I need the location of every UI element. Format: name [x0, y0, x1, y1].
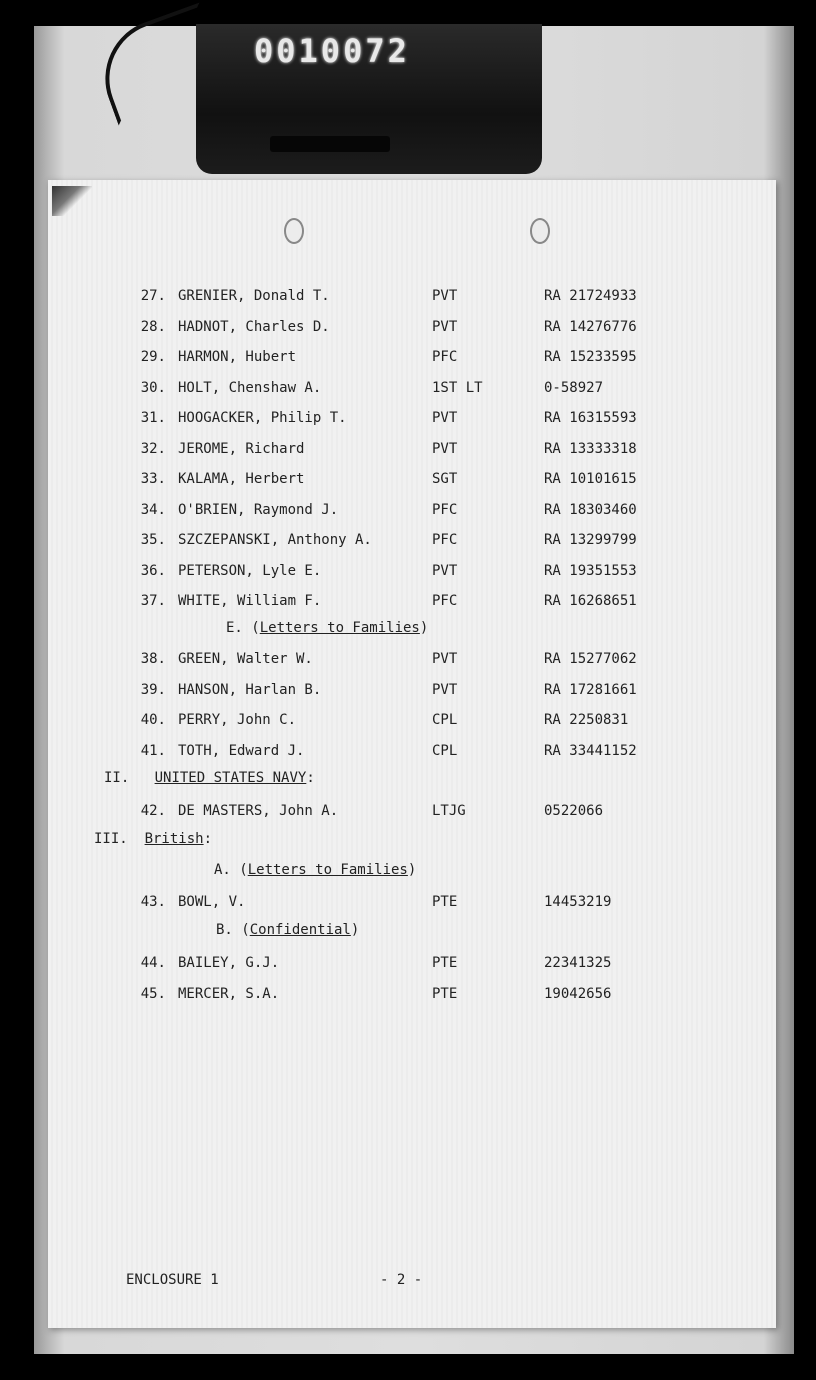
enclosure-label: ENCLOSURE 1 — [126, 1272, 219, 1288]
frame-counter-number: 0010072 — [254, 32, 410, 70]
entry-rank: PVT — [432, 410, 458, 426]
entry-rank: PVT — [432, 651, 458, 667]
entry-number: 31. — [140, 410, 166, 426]
entry-number: 32. — [140, 440, 166, 457]
section-a-heading: A. (Letters to Families) — [214, 862, 417, 878]
entry-number: 27. — [140, 288, 166, 304]
entry-number: 28. — [140, 318, 166, 335]
entry-serial: RA 15233595 — [544, 349, 637, 365]
entry-name: DE MASTERS, John A. — [178, 803, 339, 819]
entry-name: HOOGACKER, Philip T. — [178, 410, 347, 426]
entry-serial: RA 17281661 — [544, 681, 637, 698]
entry-number: 39. — [140, 681, 166, 698]
entry-rank: PFC — [432, 349, 458, 365]
section-a-title: Letters to Families — [247, 862, 408, 878]
entry-name: HADNOT, Charles D. — [178, 318, 330, 335]
entry-rank: CPL — [432, 742, 458, 759]
entry-rank: LTJG — [432, 803, 466, 819]
section-e-title: Letters to Families — [259, 620, 420, 636]
entry-name: HOLT, Chenshaw A. — [178, 379, 322, 396]
entry-name: HANSON, Harlan B. — [178, 681, 322, 698]
entry-number: 41. — [140, 742, 166, 759]
entry-name: GREEN, Walter W. — [178, 651, 313, 667]
punch-hole-right — [530, 218, 550, 244]
entry-serial: 0-58927 — [544, 379, 604, 396]
section-ii-heading: II. UNITED STATES NAVY: — [104, 770, 315, 786]
entry-rank: PFC — [432, 532, 458, 548]
entry-number: 34. — [140, 501, 166, 518]
section-iii-numeral: III. — [94, 831, 128, 847]
entry-serial: RA 2250831 — [544, 712, 629, 728]
entry-rank: PTE — [432, 985, 458, 1002]
entry-name: KALAMA, Herbert — [178, 471, 305, 487]
entry-number: 30. — [140, 379, 166, 396]
entry-serial: RA 15277062 — [544, 651, 637, 667]
section-e-heading: E. (Letters to Families) — [226, 620, 429, 636]
entry-rank: PVT — [432, 288, 458, 304]
entry-name: PETERSON, Lyle E. — [178, 562, 322, 579]
entry-rank: PVT — [432, 562, 458, 579]
entry-name: BOWL, V. — [178, 894, 246, 910]
entry-serial: RA 33441152 — [544, 742, 637, 759]
entry-rank: PFC — [432, 501, 458, 518]
entry-serial: 0522066 — [544, 803, 604, 819]
entry-rank: CPL — [432, 712, 458, 728]
entry-rank: PVT — [432, 318, 458, 335]
entry-name: SZCZEPANSKI, Anthony A. — [178, 532, 372, 548]
entry-serial: RA 21724933 — [544, 288, 637, 304]
entry-number: 43. — [140, 894, 166, 910]
entry-name: PERRY, John C. — [178, 712, 297, 728]
entry-name: O'BRIEN, Raymond J. — [178, 501, 339, 518]
punch-hole-left — [284, 218, 304, 244]
entry-serial: RA 16268651 — [544, 593, 637, 609]
entry-number: 38. — [140, 651, 166, 667]
section-ii-title: UNITED STATES NAVY — [154, 770, 307, 786]
entry-rank: PVT — [432, 440, 458, 457]
entry-number: 44. — [140, 955, 166, 971]
page-number: - 2 - — [380, 1272, 423, 1288]
entry-serial: RA 13299799 — [544, 532, 637, 548]
entry-serial: RA 19351553 — [544, 562, 637, 579]
entry-serial: RA 13333318 — [544, 440, 637, 457]
entry-rank: PFC — [432, 593, 458, 609]
entry-number: 42. — [140, 803, 166, 819]
counter-slot — [270, 136, 390, 152]
section-iii-title: British — [144, 831, 204, 847]
entry-name: WHITE, William F. — [178, 593, 322, 609]
section-b-title: Confidential — [249, 922, 351, 938]
entry-rank: SGT — [432, 471, 458, 487]
entry-rank: PTE — [432, 894, 458, 910]
entry-rank: PVT — [432, 681, 458, 698]
entry-serial: RA 16315593 — [544, 410, 637, 426]
entry-serial: RA 14276776 — [544, 318, 637, 335]
folded-corner — [52, 186, 92, 216]
entry-number: 33. — [140, 471, 166, 487]
entry-serial: RA 10101615 — [544, 471, 637, 487]
entry-serial: 19042656 — [544, 985, 612, 1002]
entry-number: 29. — [140, 349, 166, 365]
entry-number: 45. — [140, 985, 166, 1002]
entry-number: 36. — [140, 562, 166, 579]
entry-serial: 14453219 — [544, 894, 612, 910]
entry-name: HARMON, Hubert — [178, 349, 297, 365]
section-iii-heading: III. British: — [94, 831, 213, 847]
entry-rank: 1ST LT — [432, 379, 483, 396]
entry-serial: RA 18303460 — [544, 501, 637, 518]
entry-name: BAILEY, G.J. — [178, 955, 280, 971]
section-ii-numeral: II. — [104, 770, 130, 786]
entry-number: 35. — [140, 532, 166, 548]
entry-rank: PTE — [432, 955, 458, 971]
entry-name: TOTH, Edward J. — [178, 742, 305, 759]
entry-name: GRENIER, Donald T. — [178, 288, 330, 304]
entry-number: 40. — [140, 712, 166, 728]
entry-serial: 22341325 — [544, 955, 612, 971]
entry-name: JEROME, Richard — [178, 440, 305, 457]
entry-name: MERCER, S.A. — [178, 985, 280, 1002]
entry-number: 37. — [140, 593, 166, 609]
section-b-heading: B. (Confidential) — [216, 922, 360, 938]
